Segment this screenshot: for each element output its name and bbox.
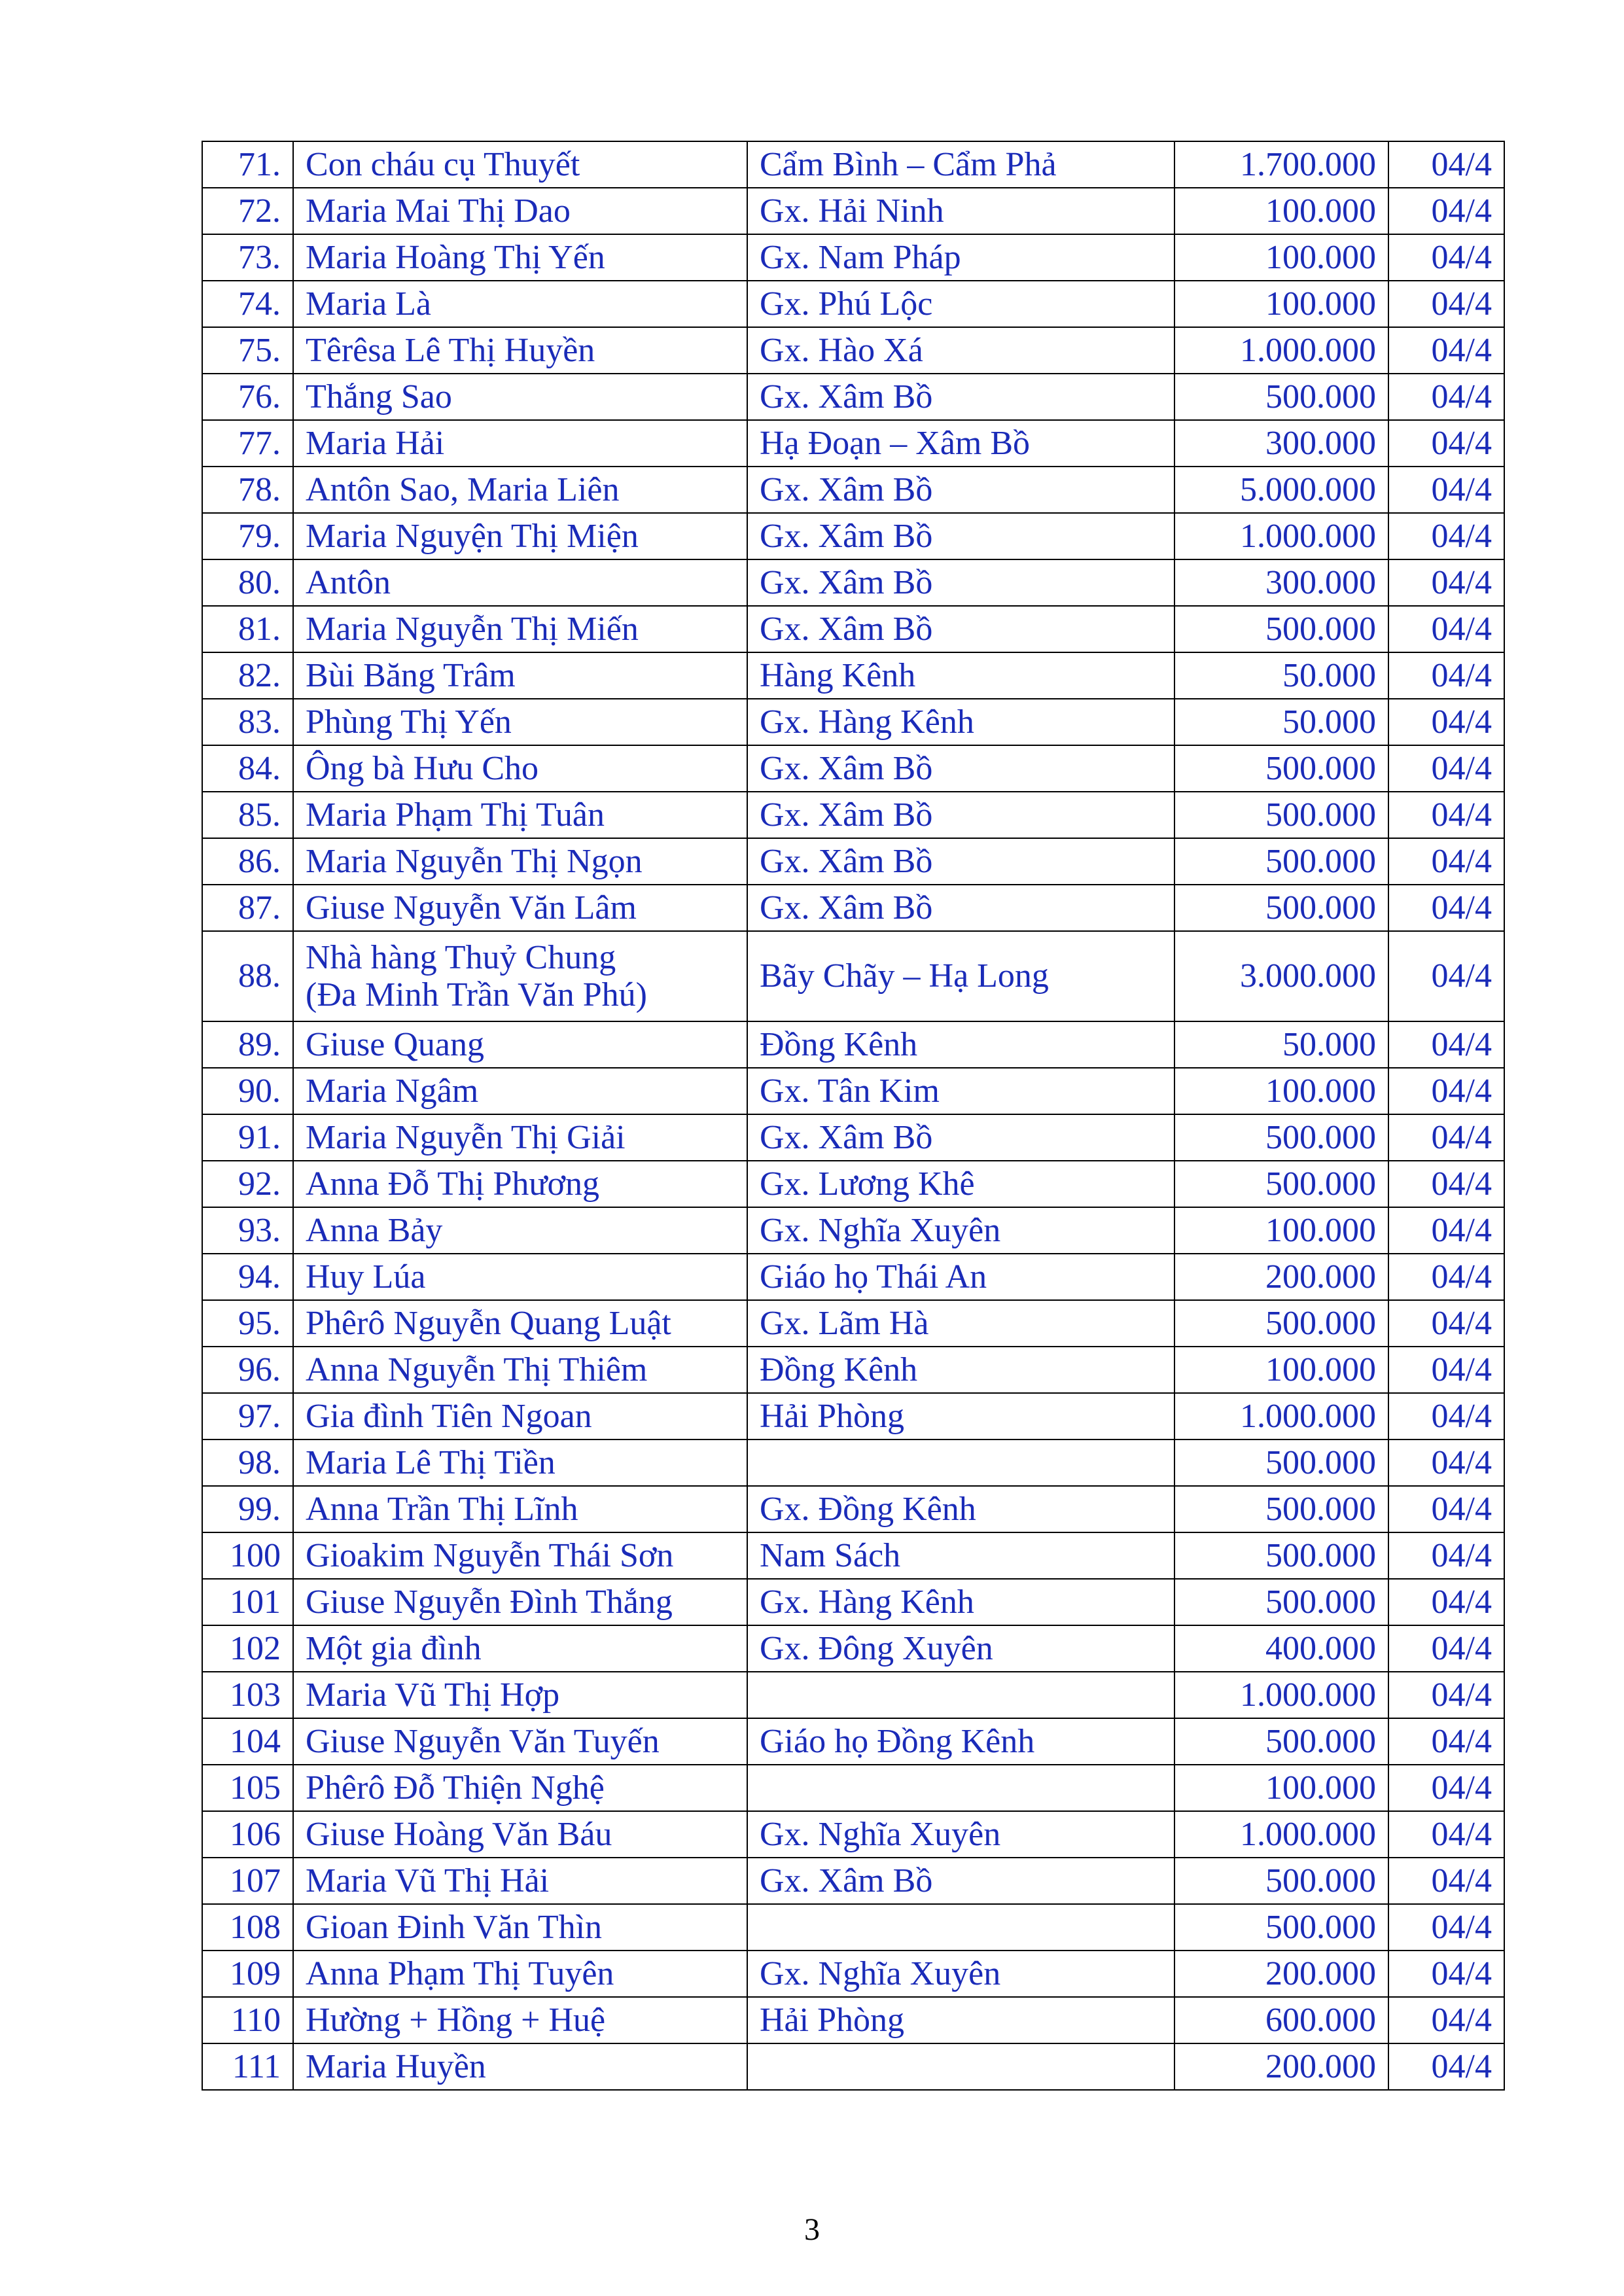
donor-name: Anna Phạm Thị Tuyên [293, 1951, 747, 1997]
donor-parish: Gx. Hải Ninh [747, 188, 1174, 234]
row-number: 111 [202, 2043, 293, 2090]
donor-name: Anna Trần Thị Lĩnh [293, 1486, 747, 1532]
donor-name: Maria Phạm Thị Tuân [293, 792, 747, 838]
donor-parish: Bãy Chãy – Hạ Long [747, 931, 1174, 1021]
row-number: 71. [202, 141, 293, 188]
row-number: 84. [202, 745, 293, 792]
row-number: 94. [202, 1254, 293, 1300]
donor-parish: Gx. Xâm Bồ [747, 792, 1174, 838]
row-number: 81. [202, 606, 293, 652]
donor-parish: Gx. Lương Khê [747, 1161, 1174, 1207]
donation-date: 04/4 [1388, 1347, 1504, 1393]
donation-amount: 500.000 [1174, 1161, 1388, 1207]
donation-amount: 500.000 [1174, 1718, 1388, 1765]
donor-parish: Giáo họ Đồng Kênh [747, 1718, 1174, 1765]
donation-date: 04/4 [1388, 1439, 1504, 1486]
table-row [202, 1904, 1504, 1951]
donor-parish: Gx. Xâm Bồ [747, 467, 1174, 513]
donor-parish: Gx. Xâm Bồ [747, 838, 1174, 885]
donor-name: Anna Đỗ Thị Phương [293, 1161, 747, 1207]
table-row [202, 1951, 1504, 1997]
donation-date: 04/4 [1388, 1021, 1504, 1068]
table-row [202, 1207, 1504, 1254]
donor-name: Maria Vũ Thị Hợp [293, 1672, 747, 1718]
row-number: 106 [202, 1811, 293, 1858]
donor-parish [747, 1672, 1174, 1718]
donor-name: Phêrô Đỗ Thiện Nghệ [293, 1765, 747, 1811]
donation-date: 04/4 [1388, 885, 1504, 931]
row-number: 78. [202, 467, 293, 513]
donor-name: Huy Lúa [293, 1254, 747, 1300]
row-number: 80. [202, 559, 293, 606]
donation-amount: 600.000 [1174, 1997, 1388, 2043]
donation-amount: 100.000 [1174, 1765, 1388, 1811]
donation-date: 04/4 [1388, 652, 1504, 699]
row-number: 104 [202, 1718, 293, 1765]
table-row [202, 513, 1504, 559]
row-number: 74. [202, 281, 293, 327]
donor-name: Maria Hải [293, 420, 747, 467]
donor-name [293, 931, 747, 1021]
donor-parish: Gx. Nam Pháp [747, 234, 1174, 281]
table-row [202, 1254, 1504, 1300]
table-row [202, 885, 1504, 931]
donor-parish: Cẩm Bình – Cẩm Phả [747, 141, 1174, 188]
donor-name: Antôn Sao, Maria Liên [293, 467, 747, 513]
table-row [202, 1718, 1504, 1765]
row-number: 98. [202, 1439, 293, 1486]
donor-parish [747, 1765, 1174, 1811]
row-number: 90. [202, 1068, 293, 1114]
donation-date: 04/4 [1388, 1858, 1504, 1904]
donor-parish: Gx. Đồng Kênh [747, 1486, 1174, 1532]
donor-parish: Gx. Tân Kim [747, 1068, 1174, 1114]
donor-parish: Hạ Đoạn – Xâm Bồ [747, 420, 1174, 467]
donor-parish: Gx. Xâm Bồ [747, 606, 1174, 652]
donation-amount: 1.000.000 [1174, 1393, 1388, 1439]
donor-parish: Gx. Xâm Bồ [747, 1114, 1174, 1161]
donor-name: Phêrô Nguyễn Quang Luật [293, 1300, 747, 1347]
donation-amount: 300.000 [1174, 559, 1388, 606]
donor-parish: Gx. Nghĩa Xuyên [747, 1951, 1174, 1997]
donor-name: Gioan Đinh Văn Thìn [293, 1904, 747, 1951]
donation-amount: 500.000 [1174, 1579, 1388, 1625]
donor-name: Con cháu cụ Thuyết [293, 141, 747, 188]
donor-name: Một gia đình [293, 1625, 747, 1672]
donation-amount: 500.000 [1174, 1114, 1388, 1161]
row-number: 72. [202, 188, 293, 234]
donor-parish: Gx. Xâm Bồ [747, 374, 1174, 420]
donation-date: 04/4 [1388, 467, 1504, 513]
donation-amount: 500.000 [1174, 792, 1388, 838]
table-row [202, 1021, 1504, 1068]
donor-parish: Gx. Hàng Kênh [747, 1579, 1174, 1625]
row-number: 96. [202, 1347, 293, 1393]
row-number: 83. [202, 699, 293, 745]
table-row [202, 1997, 1504, 2043]
donor-name: Bùi Băng Trâm [293, 652, 747, 699]
row-number: 107 [202, 1858, 293, 1904]
donor-name: Anna Nguyễn Thị Thiêm [293, 1347, 747, 1393]
table-row [202, 141, 1504, 188]
table-row [202, 1672, 1504, 1718]
row-number: 97. [202, 1393, 293, 1439]
donor-parish: Nam Sách [747, 1532, 1174, 1579]
donation-amount: 500.000 [1174, 374, 1388, 420]
table-row [202, 1579, 1504, 1625]
donation-amount: 200.000 [1174, 1254, 1388, 1300]
table-row [202, 1347, 1504, 1393]
table-row [202, 374, 1504, 420]
donor-parish: Gx. Nghĩa Xuyên [747, 1207, 1174, 1254]
table-row [202, 606, 1504, 652]
row-number: 100 [202, 1532, 293, 1579]
donation-date: 04/4 [1388, 327, 1504, 374]
table-row [202, 1858, 1504, 1904]
donor-parish: Gx. Xâm Bồ [747, 1858, 1174, 1904]
donor-parish: Gx. Phú Lộc [747, 281, 1174, 327]
donation-date: 04/4 [1388, 1161, 1504, 1207]
donation-amount: 100.000 [1174, 1207, 1388, 1254]
row-number: 85. [202, 792, 293, 838]
donor-name: Anna Bảy [293, 1207, 747, 1254]
donor-parish [747, 1904, 1174, 1951]
table-row [202, 1300, 1504, 1347]
donation-amount: 500.000 [1174, 838, 1388, 885]
donation-amount: 100.000 [1174, 1068, 1388, 1114]
row-number: 103 [202, 1672, 293, 1718]
table-row [202, 1811, 1504, 1858]
table-row [202, 699, 1504, 745]
donation-date: 04/4 [1388, 234, 1504, 281]
donation-date: 04/4 [1388, 2043, 1504, 2090]
donation-amount: 1.000.000 [1174, 1672, 1388, 1718]
donation-date: 04/4 [1388, 1904, 1504, 1951]
row-number: 92. [202, 1161, 293, 1207]
donation-date: 04/4 [1388, 374, 1504, 420]
table-row [202, 652, 1504, 699]
donor-name: Giuse Quang [293, 1021, 747, 1068]
row-number: 108 [202, 1904, 293, 1951]
donation-date: 04/4 [1388, 1997, 1504, 2043]
donation-date: 04/4 [1388, 1300, 1504, 1347]
donor-name: Maria Lê Thị Tiền [293, 1439, 747, 1486]
donation-amount: 500.000 [1174, 606, 1388, 652]
donation-amount: 200.000 [1174, 2043, 1388, 2090]
row-number: 88. [202, 931, 293, 1021]
donation-date: 04/4 [1388, 699, 1504, 745]
donation-date: 04/4 [1388, 1486, 1504, 1532]
table-row [202, 467, 1504, 513]
donor-parish: Giáo họ Thái An [747, 1254, 1174, 1300]
donor-name: Giuse Nguyễn Đình Thắng [293, 1579, 747, 1625]
donation-amount: 50.000 [1174, 699, 1388, 745]
donor-name: Gia đình Tiên Ngoan [293, 1393, 747, 1439]
row-number: 101 [202, 1579, 293, 1625]
donation-date: 04/4 [1388, 559, 1504, 606]
donation-amount: 3.000.000 [1174, 931, 1388, 1021]
donation-amount: 500.000 [1174, 1439, 1388, 1486]
donor-name: Maria Nguyễn Thị Miến [293, 606, 747, 652]
donor-name: Maria Nguyễn Thị Ngọn [293, 838, 747, 885]
row-number: 99. [202, 1486, 293, 1532]
donor-name: Maria Nguyễn Thị Giải [293, 1114, 747, 1161]
donor-parish: Gx. Xâm Bồ [747, 513, 1174, 559]
table-row [202, 327, 1504, 374]
donor-parish: Đồng Kênh [747, 1021, 1174, 1068]
donor-name: Maria Hoàng Thị Yến [293, 234, 747, 281]
donor-parish: Gx. Lãm Hà [747, 1300, 1174, 1347]
donation-table-body [202, 141, 1504, 2090]
donation-amount: 1.000.000 [1174, 513, 1388, 559]
donation-amount: 500.000 [1174, 1904, 1388, 1951]
table-row [202, 1393, 1504, 1439]
donor-name: Giuse Nguyễn Văn Lâm [293, 885, 747, 931]
table-row [202, 931, 1504, 1021]
donation-amount: 50.000 [1174, 1021, 1388, 1068]
donation-date: 04/4 [1388, 931, 1504, 1021]
table-row [202, 1625, 1504, 1672]
donor-name-line: Nhà hàng Thuỷ Chung [306, 938, 616, 976]
donor-parish: Gx. Xâm Bồ [747, 745, 1174, 792]
donor-parish: Hàng Kênh [747, 652, 1174, 699]
donation-date: 04/4 [1388, 745, 1504, 792]
table-row [202, 188, 1504, 234]
donation-amount: 500.000 [1174, 1858, 1388, 1904]
donor-parish: Hải Phòng [747, 1997, 1174, 2043]
row-number: 89. [202, 1021, 293, 1068]
donation-amount: 5.000.000 [1174, 467, 1388, 513]
table-row [202, 420, 1504, 467]
row-number: 79. [202, 513, 293, 559]
donor-name: Thắng Sao [293, 374, 747, 420]
donation-amount: 100.000 [1174, 1347, 1388, 1393]
donation-amount: 100.000 [1174, 234, 1388, 281]
table-row [202, 792, 1504, 838]
donor-parish: Hải Phòng [747, 1393, 1174, 1439]
donation-list-sheet [202, 141, 1504, 2091]
donation-date: 04/4 [1388, 1765, 1504, 1811]
donor-name: Giuse Nguyễn Văn Tuyến [293, 1718, 747, 1765]
donor-name-line: (Đa Minh Trần Văn Phú) [306, 976, 647, 1014]
donation-date: 04/4 [1388, 1579, 1504, 1625]
donation-amount: 300.000 [1174, 420, 1388, 467]
donor-name: Maria Ngâm [293, 1068, 747, 1114]
donation-amount: 1.700.000 [1174, 141, 1388, 188]
donor-parish: Gx. Nghĩa Xuyên [747, 1811, 1174, 1858]
row-number: 77. [202, 420, 293, 467]
donor-name: Maria Mai Thị Dao [293, 188, 747, 234]
donation-date: 04/4 [1388, 420, 1504, 467]
table-row [202, 234, 1504, 281]
donor-name: Maria Nguyện Thị Miện [293, 513, 747, 559]
table-row [202, 1068, 1504, 1114]
donation-amount: 50.000 [1174, 652, 1388, 699]
donation-date: 04/4 [1388, 1254, 1504, 1300]
table-row [202, 1532, 1504, 1579]
row-number: 105 [202, 1765, 293, 1811]
donation-date: 04/4 [1388, 188, 1504, 234]
donation-date: 04/4 [1388, 1811, 1504, 1858]
row-number: 73. [202, 234, 293, 281]
donation-amount: 200.000 [1174, 1951, 1388, 1997]
table-row [202, 1114, 1504, 1161]
donor-parish: Gx. Đông Xuyên [747, 1625, 1174, 1672]
row-number: 75. [202, 327, 293, 374]
row-number: 95. [202, 1300, 293, 1347]
donor-name: Gioakim Nguyễn Thái Sơn [293, 1532, 747, 1579]
donation-date: 04/4 [1388, 1672, 1504, 1718]
table-row [202, 838, 1504, 885]
donation-date: 04/4 [1388, 141, 1504, 188]
donor-name: Hường + Hồng + Huệ [293, 1997, 747, 2043]
donation-date: 04/4 [1388, 1114, 1504, 1161]
row-number: 102 [202, 1625, 293, 1672]
donation-date: 04/4 [1388, 1625, 1504, 1672]
donor-parish: Đồng Kênh [747, 1347, 1174, 1393]
donation-date: 04/4 [1388, 1951, 1504, 1997]
row-number: 93. [202, 1207, 293, 1254]
donation-date: 04/4 [1388, 792, 1504, 838]
table-row [202, 1161, 1504, 1207]
donation-date: 04/4 [1388, 838, 1504, 885]
donation-amount: 400.000 [1174, 1625, 1388, 1672]
table-row [202, 1765, 1504, 1811]
donor-name: Giuse Hoàng Văn Báu [293, 1811, 747, 1858]
row-number: 109 [202, 1951, 293, 1997]
donor-name: Ông bà Hưu Cho [293, 745, 747, 792]
donation-amount: 500.000 [1174, 745, 1388, 792]
donation-amount: 100.000 [1174, 281, 1388, 327]
donor-parish [747, 1439, 1174, 1486]
donation-amount: 500.000 [1174, 1532, 1388, 1579]
table-row [202, 745, 1504, 792]
donation-date: 04/4 [1388, 281, 1504, 327]
table-row [202, 1439, 1504, 1486]
donor-parish [747, 2043, 1174, 2090]
donor-parish: Gx. Hào Xá [747, 327, 1174, 374]
donation-date: 04/4 [1388, 606, 1504, 652]
donor-name: Phùng Thị Yến [293, 699, 747, 745]
donor-parish: Gx. Hàng Kênh [747, 699, 1174, 745]
donation-date: 04/4 [1388, 1718, 1504, 1765]
donation-date: 04/4 [1388, 1532, 1504, 1579]
donation-amount: 1.000.000 [1174, 327, 1388, 374]
table-row [202, 281, 1504, 327]
row-number: 86. [202, 838, 293, 885]
table-row [202, 2043, 1504, 2090]
row-number: 82. [202, 652, 293, 699]
donor-name: Maria Huyền [293, 2043, 747, 2090]
donation-amount: 1.000.000 [1174, 1811, 1388, 1858]
donor-name: Maria Vũ Thị Hải [293, 1858, 747, 1904]
table-row [202, 1486, 1504, 1532]
donor-parish: Gx. Xâm Bồ [747, 559, 1174, 606]
donor-parish: Gx. Xâm Bồ [747, 885, 1174, 931]
donor-name: Antôn [293, 559, 747, 606]
donation-date: 04/4 [1388, 1207, 1504, 1254]
table-row [202, 559, 1504, 606]
donation-amount: 100.000 [1174, 188, 1388, 234]
page-number: 3 [804, 2212, 820, 2247]
donation-date: 04/4 [1388, 1068, 1504, 1114]
donation-amount: 500.000 [1174, 1486, 1388, 1532]
donor-name: Maria Là [293, 281, 747, 327]
row-number: 87. [202, 885, 293, 931]
row-number: 76. [202, 374, 293, 420]
donation-date: 04/4 [1388, 513, 1504, 559]
donation-amount: 500.000 [1174, 1300, 1388, 1347]
donation-date: 04/4 [1388, 1393, 1504, 1439]
row-number: 110 [202, 1997, 293, 2043]
row-number: 91. [202, 1114, 293, 1161]
donor-name: Têrêsa Lê Thị Huyền [293, 327, 747, 374]
donation-amount: 500.000 [1174, 885, 1388, 931]
donation-table [202, 141, 1505, 2091]
